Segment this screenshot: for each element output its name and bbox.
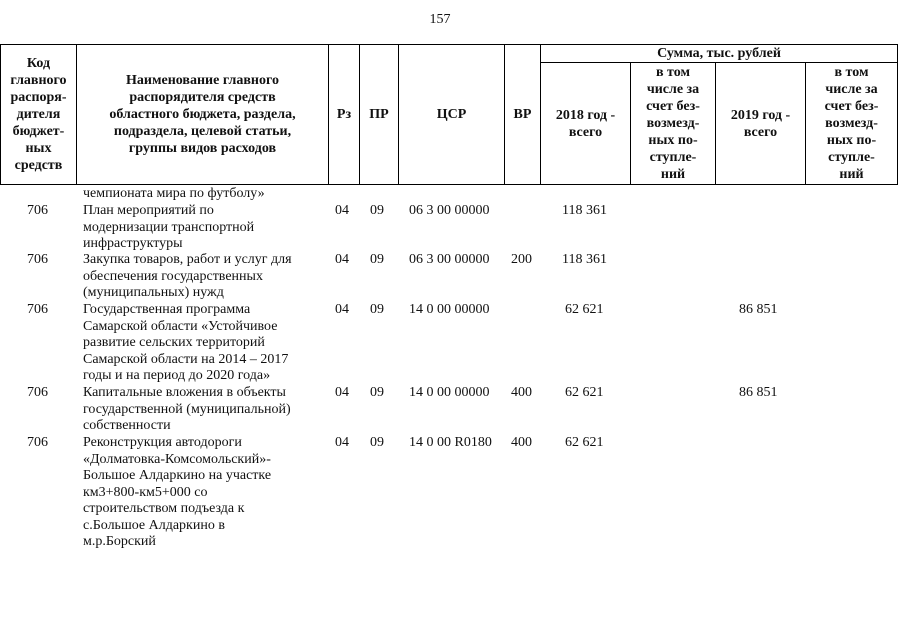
row-sum-2018: 118 361 bbox=[562, 203, 607, 218]
row-sum-2018: 118 361 bbox=[562, 252, 607, 267]
row-rz: 04 bbox=[335, 385, 349, 400]
header-2018-grants: в том числе за счет без- возмезд- ных по- ступле- ний bbox=[646, 65, 700, 182]
row-code: 706 bbox=[27, 203, 48, 218]
row-rz: 04 bbox=[335, 435, 349, 450]
row-sum-2019: 86 851 bbox=[739, 385, 778, 400]
row-pr: 09 bbox=[370, 203, 384, 218]
header-csr: ЦСР bbox=[436, 107, 467, 122]
row-csr: 14 0 00 00000 bbox=[409, 302, 490, 317]
row-vr: 200 bbox=[511, 252, 532, 267]
row-code: 706 bbox=[27, 385, 48, 400]
row-sum-2019: 86 851 bbox=[739, 302, 778, 317]
row-sum-2018: 62 621 bbox=[565, 385, 604, 400]
row-rz: 04 bbox=[335, 203, 349, 218]
row-vr: 400 bbox=[511, 435, 532, 450]
row-sum-2018: 62 621 bbox=[565, 302, 604, 317]
row-pr: 09 bbox=[370, 385, 384, 400]
header-pr: ПР bbox=[369, 107, 389, 122]
page-number: 157 bbox=[429, 12, 451, 27]
col-border bbox=[897, 44, 898, 185]
row-pr: 09 bbox=[370, 252, 384, 267]
row-code: 706 bbox=[27, 252, 48, 267]
row-csr: 06 3 00 00000 bbox=[409, 252, 490, 267]
header-rz: Рз bbox=[336, 107, 352, 122]
row-name: Капитальные вложения в объекты государственной (муниципальной) собственности bbox=[83, 385, 291, 433]
row-sum-2018: 62 621 bbox=[565, 435, 604, 450]
row-pr: 09 bbox=[370, 302, 384, 317]
row-code: 706 bbox=[27, 435, 48, 450]
row-csr: 06 3 00 00000 bbox=[409, 203, 490, 218]
header-2018-total: 2018 год - всего bbox=[555, 107, 616, 140]
header-vr: ВР bbox=[513, 107, 532, 122]
row-name: План мероприятий по модернизации транспортной инфраструктуры bbox=[83, 203, 255, 251]
row-csr: 14 0 00 R0180 bbox=[409, 435, 492, 450]
row-rz: 04 bbox=[335, 302, 349, 317]
continued-text: чемпионата мира по футболу» bbox=[83, 186, 265, 201]
header-2019-total: 2019 год - всего bbox=[730, 107, 791, 140]
header-sum-title: Сумма, тыс. рублей bbox=[657, 46, 781, 61]
row-pr: 09 bbox=[370, 435, 384, 450]
row-rz: 04 bbox=[335, 252, 349, 267]
row-name: Закупка товаров, работ и услуг для обеспечения государственных (муниципальных) нужд bbox=[83, 252, 292, 300]
row-vr: 400 bbox=[511, 385, 532, 400]
row-name: Реконструкция автодороги «Долматовка-Комсомольский»- Большое Алдаркино на участке км3+800-км5+000 со строительством подъезда к с.Большое Алдаркино в м.р.Борский bbox=[83, 435, 272, 549]
header-bottom-border bbox=[0, 184, 898, 185]
row-name: Государственная программа Самарской области «Устойчивое развитие сельских территорий Самарской области на 2014 – 2017 годы и на период до 2020 года» bbox=[83, 302, 289, 383]
header-2019-grants: в том числе за счет без- возмезд- ных по- ступле- ний bbox=[824, 65, 879, 182]
header-code: Код главного распоря- дителя бюджет- ных средств bbox=[10, 56, 67, 173]
row-csr: 14 0 00 00000 bbox=[409, 385, 490, 400]
table-header bbox=[0, 44, 898, 185]
header-name: Наименование главного распорядителя средств областного бюджета, раздела, подраздела, целевой статьи, группы видов расходов bbox=[109, 73, 296, 156]
row-code: 706 bbox=[27, 302, 48, 317]
